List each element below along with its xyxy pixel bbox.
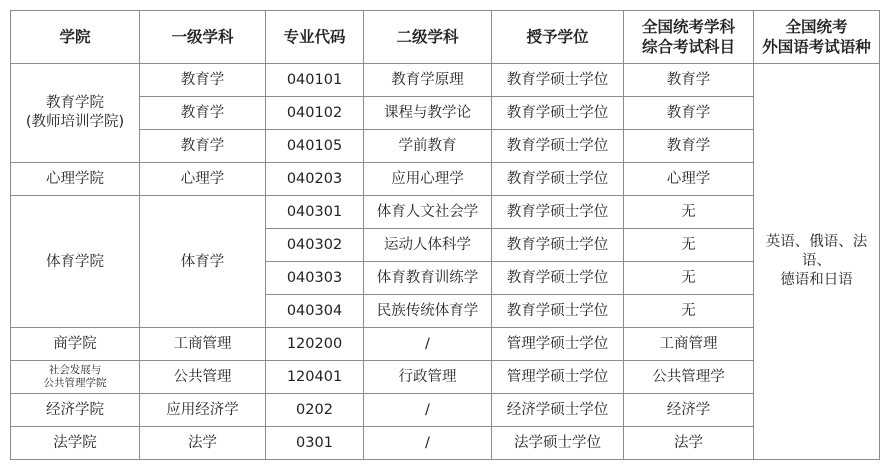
college-education-line2: (教师培训学院) xyxy=(25,114,125,130)
header-language-line1: 全国统考 xyxy=(785,18,848,36)
first-level-cell: 教育学 xyxy=(140,130,266,163)
code-cell: 040302 xyxy=(266,229,364,262)
college-social-line2: 公共管理学院 xyxy=(43,377,107,389)
header-language xyxy=(754,11,880,64)
degree-cell: 教育学硕士学位 xyxy=(492,229,624,262)
exam-cell: 心理学 xyxy=(624,163,754,196)
college-social-development xyxy=(11,361,140,394)
header-exam-subject-line2: 综合考试科目 xyxy=(641,38,735,56)
table-row xyxy=(11,427,880,460)
header-college: 学院 xyxy=(11,11,140,64)
second-level-cell: 行政管理 xyxy=(364,361,492,394)
header-row xyxy=(11,11,880,64)
first-level-cell: 体育学 xyxy=(140,196,266,328)
college-economics: 经济学院 xyxy=(11,394,140,427)
degree-cell: 教育学硕士学位 xyxy=(492,196,624,229)
table-row xyxy=(11,196,880,229)
first-level-cell: 教育学 xyxy=(140,97,266,130)
first-level-cell: 应用经济学 xyxy=(140,394,266,427)
exam-cell: 工商管理 xyxy=(624,328,754,361)
code-cell: 040301 xyxy=(266,196,364,229)
code-cell: 040102 xyxy=(266,97,364,130)
code-cell: 040105 xyxy=(266,130,364,163)
degree-cell: 法学硕士学位 xyxy=(492,427,624,460)
language-note-line2: 德语和日语 xyxy=(780,272,853,288)
exam-cell: 无 xyxy=(624,196,754,229)
college-psychology: 心理学院 xyxy=(11,163,140,196)
table-row xyxy=(11,163,880,196)
second-level-cell: 学前教育 xyxy=(364,130,492,163)
code-cell: 0202 xyxy=(266,394,364,427)
table-row xyxy=(11,394,880,427)
table-row xyxy=(11,97,880,130)
college-law: 法学院 xyxy=(11,427,140,460)
college-education xyxy=(11,64,140,163)
college-education-line1: 教育学院 xyxy=(46,95,104,111)
second-level-cell: / xyxy=(364,328,492,361)
exam-cell: 经济学 xyxy=(624,394,754,427)
code-cell: 0301 xyxy=(266,427,364,460)
language-note xyxy=(754,64,880,460)
exam-cell: 教育学 xyxy=(624,130,754,163)
degree-cell: 教育学硕士学位 xyxy=(492,262,624,295)
exam-cell: 无 xyxy=(624,229,754,262)
second-level-cell: 教育学原理 xyxy=(364,64,492,97)
exam-cell: 法学 xyxy=(624,427,754,460)
header-language-line2: 外国语考试语种 xyxy=(762,38,871,56)
degree-cell: 教育学硕士学位 xyxy=(492,295,624,328)
college-business: 商学院 xyxy=(11,328,140,361)
table-row xyxy=(11,64,880,97)
exam-cell: 公共管理学 xyxy=(624,361,754,394)
exam-cell: 无 xyxy=(624,262,754,295)
second-level-cell: 民族传统体育学 xyxy=(364,295,492,328)
degree-cell: 教育学硕士学位 xyxy=(492,163,624,196)
first-level-cell: 教育学 xyxy=(140,64,266,97)
table-row xyxy=(11,328,880,361)
table-row xyxy=(11,361,880,394)
header-exam-subject xyxy=(624,11,754,64)
second-level-cell: 课程与教学论 xyxy=(364,97,492,130)
college-social-line1: 社会发展与 xyxy=(48,364,102,376)
first-level-cell: 心理学 xyxy=(140,163,266,196)
first-level-cell: 公共管理 xyxy=(140,361,266,394)
header-first-level: 一级学科 xyxy=(140,11,266,64)
second-level-cell: 体育教育训练学 xyxy=(364,262,492,295)
header-exam-subject-line1: 全国统考学科 xyxy=(641,18,735,36)
first-level-cell: 法学 xyxy=(140,427,266,460)
code-cell: 120200 xyxy=(266,328,364,361)
exam-cell: 教育学 xyxy=(624,64,754,97)
second-level-cell: 应用心理学 xyxy=(364,163,492,196)
code-cell: 040101 xyxy=(266,64,364,97)
header-code: 专业代码 xyxy=(266,11,364,64)
degree-cell: 经济学硕士学位 xyxy=(492,394,624,427)
second-level-cell: 运动人体科学 xyxy=(364,229,492,262)
table-container xyxy=(10,10,880,460)
college-sport: 体育学院 xyxy=(11,196,140,328)
degree-cell: 教育学硕士学位 xyxy=(492,64,624,97)
degree-cell: 管理学硕士学位 xyxy=(492,361,624,394)
code-cell: 040203 xyxy=(266,163,364,196)
degree-cell: 管理学硕士学位 xyxy=(492,328,624,361)
second-level-cell: / xyxy=(364,427,492,460)
exam-cell: 无 xyxy=(624,295,754,328)
header-degree: 授予学位 xyxy=(492,11,624,64)
second-level-cell: / xyxy=(364,394,492,427)
code-cell: 120401 xyxy=(266,361,364,394)
degree-cell: 教育学硕士学位 xyxy=(492,130,624,163)
degree-cell: 教育学硕士学位 xyxy=(492,97,624,130)
table-row xyxy=(11,130,880,163)
code-cell: 040303 xyxy=(266,262,364,295)
program-table xyxy=(10,10,880,460)
language-note-line1: 英语、俄语、法语、 xyxy=(765,234,868,269)
second-level-cell: 体育人文社会学 xyxy=(364,196,492,229)
code-cell: 040304 xyxy=(266,295,364,328)
exam-cell: 教育学 xyxy=(624,97,754,130)
first-level-cell: 工商管理 xyxy=(140,328,266,361)
header-second-level: 二级学科 xyxy=(364,11,492,64)
